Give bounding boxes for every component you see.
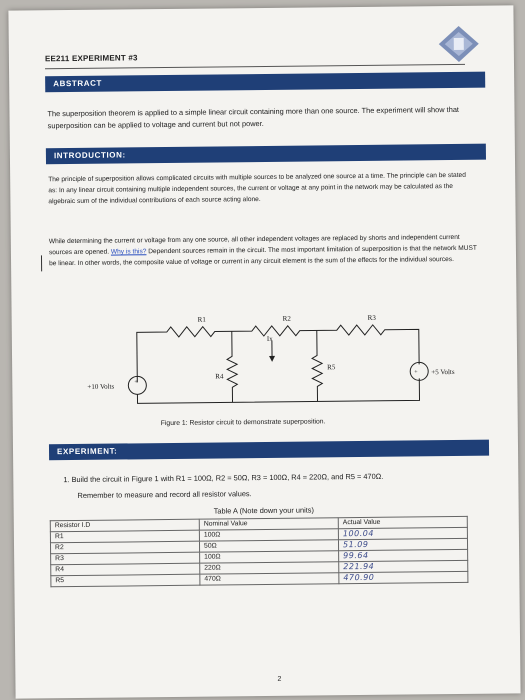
- resistor-table: [50, 516, 469, 587]
- header-resistor-id: Resistor I.D: [50, 519, 199, 532]
- nominal-value: 100Ω: [200, 551, 339, 563]
- margin-mark: [41, 255, 42, 271]
- abstract-text: The superposition theorem is applied to a simple linear circuit containing more than one source. The experiment will show that superposition can be applied to voltage and current but not power.: [47, 104, 460, 131]
- label-r1: R1: [197, 315, 206, 324]
- actual-value: 221.94: [339, 560, 468, 572]
- actual-value: 470.90: [339, 571, 468, 583]
- label-r5: R5: [327, 363, 336, 372]
- page-number: 2: [277, 675, 282, 683]
- header-nominal-value: Nominal Value: [199, 518, 338, 530]
- actual-value: 100.04: [338, 527, 467, 539]
- resistor-id: R2: [50, 541, 199, 554]
- nominal-value: 470Ω: [200, 573, 339, 585]
- abstract-section-bar: ABSTRACT: [45, 72, 485, 93]
- document-page: [8, 5, 520, 698]
- actual-value: 99.64: [339, 549, 468, 561]
- introduction-paragraph-1: The principle of superposition allows complicated circuits with multiple sources to be analyzed one source at a time. The principle can be stated as: In any linear circuit containing multiple independent sources, the current or voltage at any point in the network may be calculated as the algebraic sum of the individual contributions of each source acting alone.: [48, 171, 466, 206]
- label-r4: R4: [215, 372, 224, 381]
- introduction-paragraph-2: [49, 232, 477, 269]
- resistor-id: R4: [51, 563, 200, 576]
- university-logo-icon: [437, 24, 481, 64]
- label-left-source: +10 Volts: [87, 382, 115, 391]
- experiment-step: [63, 470, 483, 486]
- step-note: Remember to measure and record all resistor values.: [77, 489, 252, 500]
- resistor-id: R1: [50, 530, 199, 543]
- label-right-source: +5 Volts: [431, 368, 455, 377]
- figure-caption: Figure 1: Resistor circuit to demonstrate superposition.: [160, 418, 326, 428]
- circuit-diagram: [67, 304, 468, 418]
- resistor-id: R3: [51, 552, 200, 565]
- experiment-header: EE211 EXPERIMENT #3: [44, 53, 138, 64]
- nominal-value: 100Ω: [199, 529, 338, 541]
- actual-value: 51.09: [338, 538, 467, 550]
- label-r3: R3: [367, 313, 376, 322]
- header-rule: [45, 64, 465, 69]
- nominal-value: 50Ω: [199, 540, 338, 552]
- step-number: 1.: [63, 475, 70, 485]
- nominal-value: 220Ω: [200, 562, 339, 574]
- experiment-section-bar: EXPERIMENT:: [49, 440, 489, 461]
- resistor-id: R5: [51, 574, 200, 587]
- table-caption: Table A (Note down your units): [213, 505, 314, 516]
- label-r2: R2: [282, 314, 291, 323]
- step-text: Build the circuit in Figure 1 with R1 = 100Ω, R2 = 50Ω, R3 = 100Ω, R4 = 220Ω, and R5 = 470Ω.: [71, 471, 384, 485]
- left-source-plus: +: [134, 379, 138, 386]
- introduction-section-bar: INTRODUCTION:: [46, 144, 486, 165]
- paragraph-2-text-after: Dependent sources remain in the circuit. The most important limitation of superposition is that the network MUST be linear. In other words, the composite value of voltage or current in any circuit element is the sum of the effects for the individual sources.: [49, 244, 477, 268]
- label-ix: Ix: [266, 334, 273, 343]
- paragraph-2-text-before: While determining the current or voltage from any one source, all other independent voltages are replaced by shorts and independent current sources are opened.: [48, 233, 460, 257]
- right-source-plus: +: [414, 369, 418, 376]
- header-actual-value: Actual Value: [338, 516, 467, 528]
- why-is-this-link[interactable]: Why is this?: [110, 248, 147, 256]
